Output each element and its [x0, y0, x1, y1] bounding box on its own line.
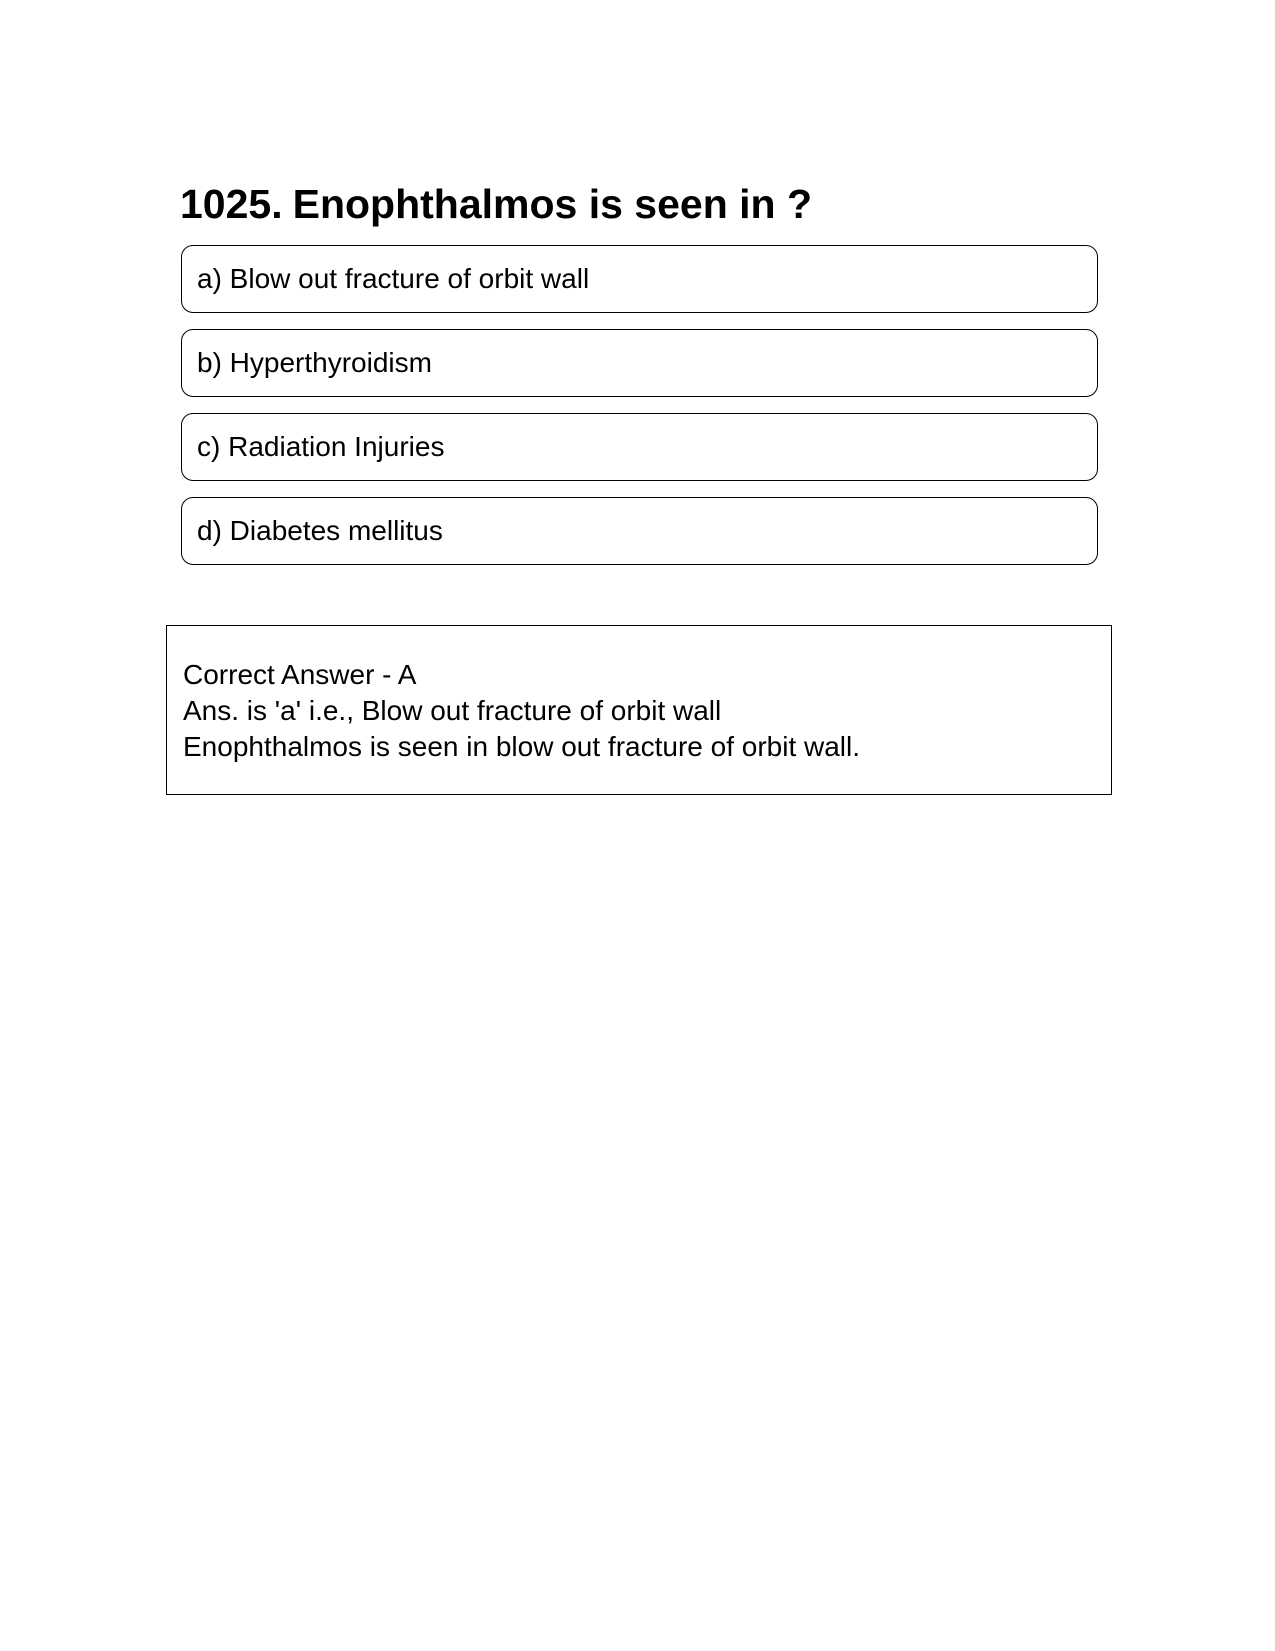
answer-line-2: Enophthalmos is seen in blow out fracture of orbit wall.	[183, 731, 861, 762]
question-heading	[180, 178, 1100, 230]
options-list	[181, 245, 1098, 581]
answer-explanation-box	[166, 625, 1112, 795]
option-a[interactable]: a) Blow out fracture of orbit wall	[181, 245, 1098, 313]
answer-line-1: Ans. is 'a' i.e., Blow out fracture of orbit wall	[183, 695, 722, 726]
option-d[interactable]: d) Diabetes mellitus	[181, 497, 1098, 565]
option-b[interactable]: b) Hyperthyroidism	[181, 329, 1098, 397]
question-text: Enophthalmos is seen in ?	[292, 181, 813, 227]
question-number: 1025.	[180, 181, 283, 227]
correct-answer: Correct Answer - A	[183, 659, 417, 690]
option-c[interactable]: c) Radiation Injuries	[181, 413, 1098, 481]
